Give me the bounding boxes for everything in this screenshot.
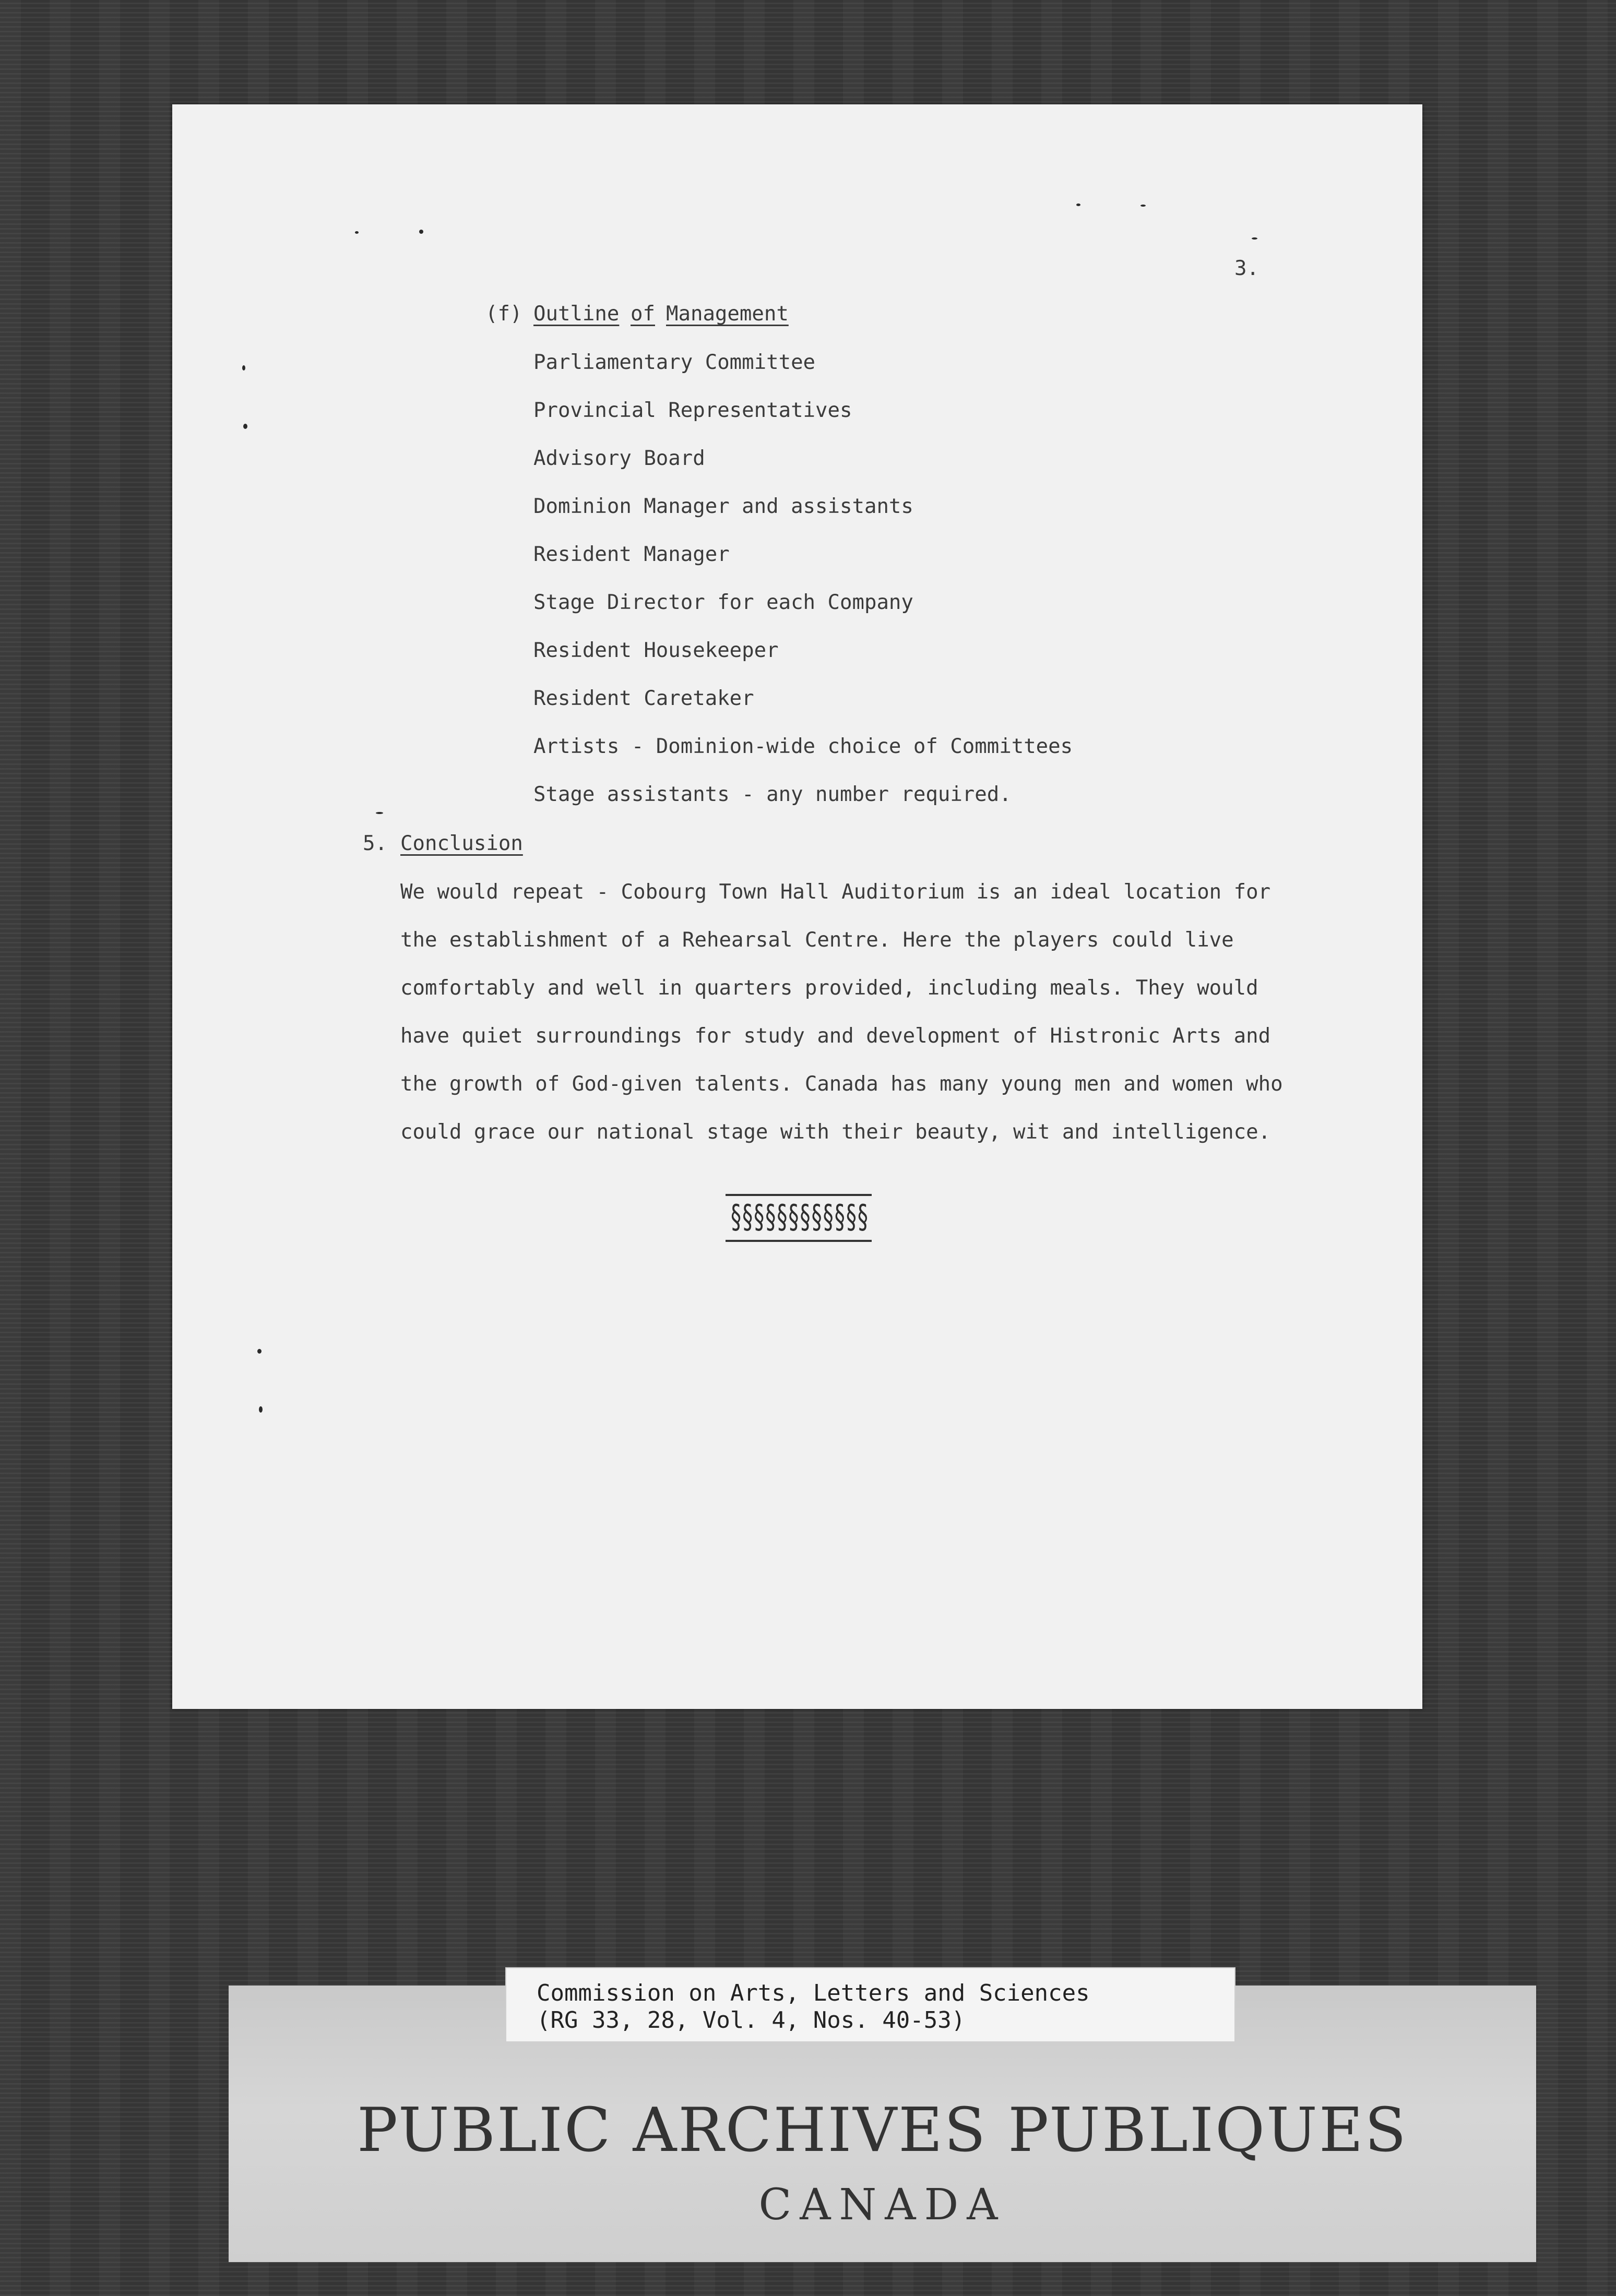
conclusion-line: comfortably and well in quarters provided, including meals. They would [400, 976, 1258, 1000]
section-f-marker: (f) [485, 302, 522, 326]
section-5-heading: Conclusion [400, 832, 523, 855]
section-f-heading-word-3: Management [666, 302, 789, 326]
archive-stamp-country: CANADA [758, 2180, 1006, 2230]
paper-speck [1252, 237, 1257, 240]
typed-ornament [726, 1194, 872, 1244]
paper-speck [419, 230, 423, 234]
document-page [172, 104, 1422, 1709]
management-item: Resident Housekeeper [533, 639, 779, 662]
archive-collection-name: Commission on Arts, Letters and Sciences [537, 1980, 1090, 2006]
management-item: Provincial Representatives [533, 399, 852, 422]
management-item: Artists - Dominion-wide choice of Committees [533, 735, 1073, 758]
margin-speck [242, 365, 245, 370]
margin-speck [259, 1406, 263, 1413]
paper-speck [376, 812, 383, 814]
conclusion-line: could grace our national stage with their beauty, wit and intelligence. [400, 1120, 1271, 1144]
section-f-heading-word-1: Outline [533, 302, 620, 326]
management-item: Stage Director for each Company [533, 591, 913, 614]
management-item: Resident Manager [533, 543, 730, 566]
page-number: 3. [1234, 257, 1259, 280]
section-f-heading-word-2: of [631, 302, 655, 326]
archive-reference-card [505, 1967, 1235, 2042]
management-item: Stage assistants - any number required. [533, 783, 1012, 806]
paper-speck [1076, 204, 1080, 206]
conclusion-line: the growth of God-given talents. Canada has many young men and women who [400, 1072, 1283, 1096]
management-item: Parliamentary Committee [533, 351, 816, 374]
archive-stamp-title: PUBLIC ARCHIVES PUBLIQUES [357, 2095, 1408, 2166]
management-item: Resident Caretaker [533, 687, 754, 710]
conclusion-line: have quiet surroundings for study and development of Histronic Arts and [400, 1024, 1271, 1048]
paper-speck [1140, 205, 1146, 207]
margin-speck [257, 1349, 262, 1354]
paper-speck [355, 231, 359, 234]
conclusion-line: We would repeat - Cobourg Town Hall Auditorium is an ideal location for [400, 880, 1271, 904]
margin-speck [243, 424, 247, 429]
ornament-text: §§§§§§§§§§§§ [730, 1199, 868, 1236]
management-item: Advisory Board [533, 447, 705, 470]
conclusion-line: the establishment of a Rehearsal Centre. Here the players could live [400, 928, 1234, 952]
management-item: Dominion Manager and assistants [533, 495, 913, 518]
archive-reference-number: (RG 33, 28, Vol. 4, Nos. 40-53) [537, 2007, 966, 2034]
section-5-number: 5. [363, 832, 387, 855]
